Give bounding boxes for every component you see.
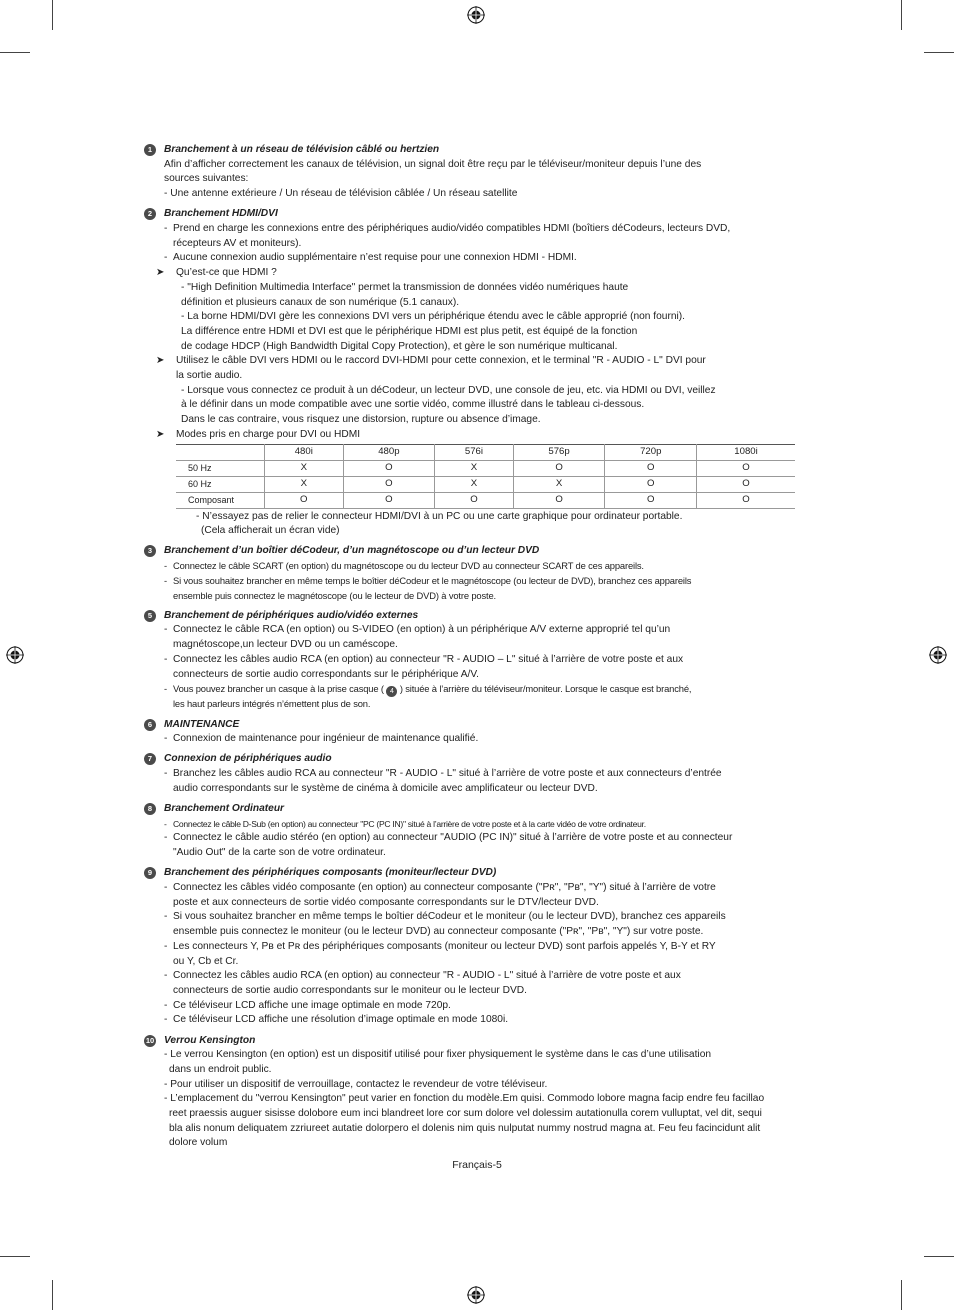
section-number-badge: 2 [144, 208, 156, 220]
note-line: Utilisez le câble DVI vers HDMI ou le raccord DVI-HDMI pour cette connexion, et le terminal "R - AUDIO - L" DVI pour [176, 355, 706, 367]
table-header-cell: 720p [605, 444, 697, 460]
list-item [164, 940, 816, 969]
list-item-text: - Connectez le câble SCART (en option) du magnétoscope ou du lecteur DVD au connecteur SCART de ces appareils. [173, 560, 644, 572]
registration-mark-icon [929, 646, 947, 664]
list-item [164, 251, 816, 266]
table-row-header: 50 Hz [176, 460, 265, 476]
table-cell: O [605, 492, 697, 508]
table-cell: O [697, 476, 795, 492]
table-row [176, 492, 795, 508]
table-cell: X [435, 460, 514, 476]
table-cell: O [513, 492, 605, 508]
list-item [164, 999, 816, 1014]
section-external-av [144, 609, 816, 712]
note-line: La différence entre HDMI et DVI est que le périphérique HDMI est plus petit, est équipé de la fonction [181, 325, 638, 337]
section-heading [144, 544, 816, 559]
list-item-text: - Connectez le câble audio stéréo (en option) au connecteur "AUDIO (PC IN)" situé à l’arrière de votre poste et au connecteur [173, 832, 733, 844]
crop-mark [924, 52, 954, 53]
section-heading [144, 718, 816, 733]
page-number: Français-5 [452, 1159, 502, 1171]
section-title: Branchement d’un boîtier déCodeur, d’un magnétoscope ou d’un lecteur DVD [164, 545, 540, 557]
supported-modes-table [176, 444, 795, 509]
section-title: Branchement HDMI/DVI [164, 208, 278, 220]
paragraph-line: sources suivantes: [164, 173, 249, 185]
list-item [164, 653, 816, 682]
section-heading [144, 609, 816, 624]
note-line: (Cela afficherait un écran vide) [201, 525, 340, 537]
registration-mark-icon [467, 1286, 485, 1304]
section-heading [144, 866, 816, 881]
table-cell: O [697, 460, 795, 476]
paragraph-line: dolore volum [169, 1137, 228, 1149]
section-title: Branchement à un réseau de télévision câblé ou hertzien [164, 144, 440, 155]
table-header-cell: 480p [343, 444, 435, 460]
section-heading [144, 1034, 816, 1049]
table-cell: X [513, 476, 605, 492]
paragraph-line: dans un endroit public. [169, 1063, 272, 1075]
registration-mark-icon [6, 646, 24, 664]
list-item-text: - Si vous souhaitez brancher en même temps le boîtier déCodeur et le moniteur (ou le lecteur DVD), branchez ces appareils [173, 911, 726, 923]
list-item-text: poste et aux connecteurs de sortie vidéo composante correspondants sur le DTV/lecteur DVD. [173, 896, 599, 908]
list-item-text: - Ce téléviseur LCD affiche une image optimale en mode 720p. [173, 999, 451, 1011]
table-header-cell [176, 444, 265, 460]
table-row [176, 476, 795, 492]
section-heading [144, 752, 816, 767]
note-block [144, 428, 816, 443]
list-item [164, 1013, 816, 1028]
list-item [164, 831, 816, 860]
list-item-text: - Connexion de maintenance pour ingénieur de maintenance qualifié. [173, 733, 479, 745]
table-cell: O [513, 460, 605, 476]
list-item-text: - Connectez les câbles audio RCA (en option) au connecteur "R - AUDIO - L" situé à l’arrière de votre poste et aux [173, 970, 681, 982]
crop-mark [924, 1256, 954, 1257]
section-number-badge: 10 [145, 1035, 155, 1045]
section-title: Branchement des périphériques composants (moniteur/lecteur DVD) [164, 867, 497, 879]
table-cell: O [343, 476, 435, 492]
table-cell: O [265, 492, 344, 508]
list-item [164, 732, 816, 747]
paragraph-line: Afin d’afficher correctement les canaux de télévision, un signal doit être reçu par le téléviseur/moniteur depuis l’une des [164, 158, 702, 170]
section-heading [144, 143, 816, 158]
arrow-bullet-icon: ➤ [156, 428, 165, 440]
note-block [144, 266, 816, 354]
table-caption: Modes pris en charge pour DVI ou HDMI [176, 428, 361, 440]
list-item [164, 574, 816, 603]
list-item-text: - Les connecteurs Y, Pʙ et Pʀ des périphériques composants (moniteur ou lecteur DVD) sont parfois appelés Y, B-Y et RY [173, 940, 716, 952]
paragraph-line: - L’emplacement du "verrou Kensington" peut varier en fonction du modèle.Em quisi. Commodo lobore magna facip endre feu facillao [164, 1093, 765, 1105]
note-line: - "High Definition Multimedia Interface" permet la transmission de données vidéo numériques haute [181, 281, 629, 293]
note-line: de codage HDCP (High Bandwidth Digital Copy Protection), et gère le son numérique multicanal. [181, 340, 618, 352]
section-hdmi-dvi [144, 207, 816, 539]
note-line: à le définir dans un mode compatible avec une sortie vidéo, comme illustré dans le tableau ci-dessous. [181, 399, 645, 411]
list-item [164, 817, 816, 832]
list-item [164, 881, 816, 910]
note-line: - N’essayez pas de relier le connecteur HDMI/DVI à un PC ou une carte graphique pour ordinateur portable. [196, 510, 683, 522]
note-block [144, 354, 816, 428]
section-title: Branchement Ordinateur [164, 803, 285, 815]
list-item-text: - Branchez les câbles audio RCA au connecteur "R - AUDIO - L" situé à l’arrière de votre poste et aux connecteurs d’entrée [173, 768, 722, 780]
list-item [164, 559, 816, 574]
section-title: Verrou Kensington [164, 1034, 256, 1046]
registration-mark-icon [467, 6, 485, 24]
list-item [164, 767, 816, 796]
note-title: Qu’est-ce que HDMI ? [176, 267, 277, 279]
section-number-badge: 1 [144, 144, 156, 156]
section-number-badge: 7 [144, 753, 156, 765]
list-item-text: connecteurs de sortie audio correspondants sur le moniteur ou le lecteur DVD. [173, 984, 527, 996]
list-item-text: - Connectez les câbles vidéo composante (en option) au connecteur composante ("Pʀ", "Pʙ", "Y") situé à l’arrière de votre [173, 882, 716, 894]
section-decoder-vcr-dvd [144, 544, 816, 603]
list-item-text: ensemble puis connectez le magnétoscope (ou le lecteur de DVD) à votre poste. [173, 589, 497, 601]
table-header-cell: 576i [435, 444, 514, 460]
section-computer [144, 802, 816, 861]
section-antenna-connection [144, 143, 816, 202]
section-audio-devices [144, 752, 816, 796]
list-item-text: récepteurs AV et moniteurs). [173, 237, 302, 249]
table-cell: X [435, 476, 514, 492]
section-component-devices [144, 866, 816, 1028]
list-item-text: magnétoscope,un lecteur DVD ou un caméscope. [173, 639, 398, 651]
crop-mark [0, 52, 30, 53]
table-cell: X [265, 476, 344, 492]
arrow-bullet-icon: ➤ [156, 355, 165, 367]
note-line: la sortie audio. [176, 370, 243, 382]
headphone-jack-number-badge: 4 [386, 686, 397, 697]
table-cell: X [265, 460, 344, 476]
list-item-text: - Connectez le câble D-Sub (en option) au connecteur "PC (PC IN)" situé à l’arrière de votre poste et à la carte vidéo de votre ordinateur. [173, 818, 646, 829]
list-item [164, 682, 816, 712]
list-item-text: les haut parleurs intégrés n’émettent plus de son. [173, 698, 371, 710]
section-kensington-lock [144, 1034, 816, 1152]
crop-mark [901, 1280, 902, 1310]
section-heading [144, 802, 816, 817]
table-row-header: 60 Hz [176, 476, 265, 492]
list-item-text: audio correspondants sur le système de cinéma à domicile avec amplificateur ou lecteur DVD. [173, 782, 598, 794]
list-item-text [173, 682, 816, 697]
list-item [164, 910, 816, 939]
list-item [164, 623, 816, 652]
table-header-cell: 1080i [697, 444, 795, 460]
crop-mark [0, 1256, 30, 1257]
list-item-text: - Connectez le câble RCA (en option) ou S-VIDEO (en option) à un périphérique A/V externe approprié tel qu’un [173, 624, 671, 636]
section-title: Connexion de périphériques audio [164, 753, 332, 765]
crop-mark [52, 1280, 53, 1310]
section-title: Branchement de périphériques audio/vidéo externes [164, 609, 419, 621]
list-item-text: ou Y, Cb et Cr. [173, 955, 239, 967]
paragraph-line: - Pour utiliser un dispositif de verrouillage, contactez le revendeur de votre téléviseur. [164, 1078, 548, 1090]
table-header-cell: 480i [265, 444, 344, 460]
list-item-text: ensemble puis connectez le moniteur (ou le lecteur DVD) au connecteur composante ("Pʀ", "Pʙ", "Y") sur votre poste. [173, 926, 704, 938]
inline-text: Vous pouvez brancher un casque à la prise casque ( [173, 683, 384, 695]
list-item [164, 222, 816, 251]
note-line: définition et plusieurs canaux de son numérique (5.1 canaux). [181, 296, 460, 308]
table-header-row [176, 444, 795, 460]
list-item-text: - Si vous souhaitez brancher en même temps le boîtier déCodeur et le magnétoscope (ou lecteur de DVD), branchez ces appareils [173, 574, 692, 586]
note-line: - La borne HDMI/DVI gère les connexions DVI vers un périphérique étendu avec le câble approprié (non fourni). [181, 311, 685, 323]
list-item-text: connecteurs de sortie audio correspondants sur le périphérique A/V. [173, 668, 480, 680]
section-number-badge: 3 [144, 545, 156, 557]
list-item-text: - Ce téléviseur LCD affiche une résolution d’image optimale en mode 1080i. [173, 1014, 509, 1026]
paragraph-line: bla alis nonum deliquatem zzriureet autatie dolorpero el dolenis nim quis nulputat nummy nostrud magna at. Feu feu facincidunt alit [169, 1122, 761, 1134]
paragraph-line: - Une antenne extérieure / Un réseau de télévision câblée / Un réseau satellite [164, 188, 518, 200]
table-header-cell: 576p [513, 444, 605, 460]
paragraph-line: - Le verrou Kensington (en option) est un dispositif utilisé pour fixer physiquement le système dans le cas d’une utilisation [164, 1049, 712, 1061]
table-cell: O [697, 492, 795, 508]
list-item-text: - Aucune connexion audio supplémentaire n’est requise pour une connexion HDMI - HDMI. [173, 252, 577, 264]
section-number-badge: 8 [144, 803, 156, 815]
list-item-text: "Audio Out" de la carte son de votre ordinateur. [173, 847, 386, 859]
table-cell: O [343, 460, 435, 476]
crop-mark [901, 0, 902, 30]
table-cell: O [435, 492, 514, 508]
note-line: Dans le cas contraire, vous risquez une distorsion, rupture ou absence d’image. [181, 414, 541, 426]
section-number-badge: 9 [144, 867, 156, 879]
list-item-text: - Connectez les câbles audio RCA (en option) au connecteur "R - AUDIO – L" situé à l’arrière de votre poste et aux [173, 653, 684, 665]
list-item [164, 969, 816, 998]
table-cell: O [605, 476, 697, 492]
paragraph-line: reet praessis auguer sisisse dolobore eum inci blandreet lore cor sum dolore vel dolessim autationulla corem vulluptat, vel dit, sequi [169, 1108, 762, 1120]
section-maintenance [144, 718, 816, 747]
section-number-badge: 5 [144, 610, 156, 622]
list-item-text: - Prend en charge les connexions entre des périphériques audio/vidéo compatibles HDMI (boîtiers déCodeurs, lecteurs DVD, [173, 223, 731, 235]
section-title: MAINTENANCE [164, 718, 240, 730]
table-cell: O [343, 492, 435, 508]
crop-mark [52, 0, 53, 30]
inline-text: ) située à l’arrière du téléviseur/moniteur. Lorsque le casque est branché, [399, 683, 692, 695]
table-row [176, 460, 795, 476]
document-content [144, 143, 816, 1157]
note-line: - Lorsque vous connectez ce produit à un déCodeur, un lecteur DVD, une console de jeu, etc. via HDMI ou DVI, veillez [181, 384, 716, 396]
arrow-bullet-icon: ➤ [156, 267, 165, 279]
table-cell: O [605, 460, 697, 476]
table-row-header: Composant [176, 492, 265, 508]
section-number-badge: 6 [144, 719, 156, 731]
section-heading [144, 207, 816, 222]
